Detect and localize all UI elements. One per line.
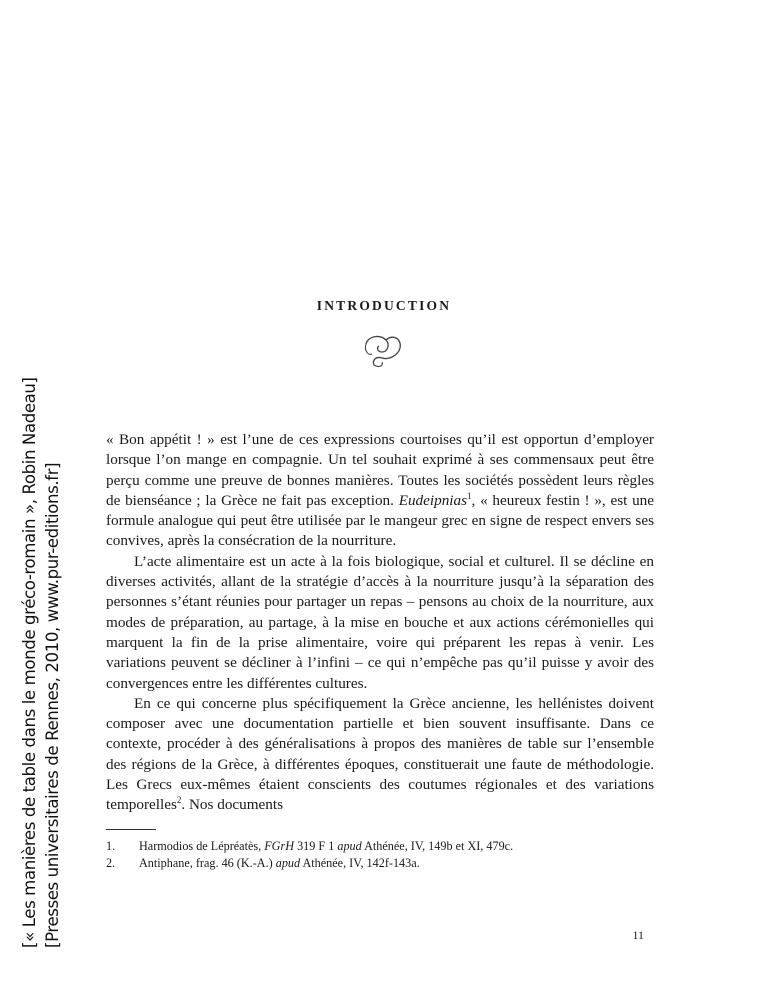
- paragraph-2: L’acte alimentaire est un acte à la fois biologique, social et culturel. Il se décline en diverses activités, allant de la stratégie d’accès à la nourriture jusqu’à la séparation des personnes s’étant réunies pour partager un repas – pensons au choix de la nourriture, aux modes de préparation, au partage, à la mise en bouche et aux actions cérémonielles qui marquent la fin de la prise alimentaire, voire qui préparent les repas à venir. Les variations peuvent se décliner à l’infini – ce qui n’empêche pas qu’il puisse y avoir des convergences entre les différentes cultures.: [106, 552, 654, 692]
- copyright-side-note: [4, 377, 78, 948]
- fleuron-ornament-icon: [358, 330, 406, 370]
- footnotes: [106, 838, 654, 872]
- paragraph-3: En ce qui concerne plus spécifiquement la Grèce ancienne, les hellénistes doivent composer avec une documentation partielle et bien souvent insuffisante. Dans ce contexte, procéder à des généralisations à propos des manières de table sur l’ensemble des régions de la Grèce, à différentes époques, constituerait une faute de méthodologie. Les Grecs eux-mêmes étaient conscients des coutumes régionales et des variations temporelles$^2$. Nos documents: [106, 694, 654, 814]
- footnote-item: 2. Antiphane, frag. 46 (K.-A.) apud Athénée, IV, 142f-143a.: [106, 856, 420, 870]
- side-note-line-2: [Presses universitaires de Rennes, 2010, www.pur-editions.fr]: [43, 462, 62, 948]
- greek-term: Eudeipnias: [398, 491, 468, 509]
- chapter-title: INTRODUCTION: [316, 298, 452, 313]
- footnote-divider: [106, 829, 156, 830]
- page-number: 11: [632, 928, 644, 942]
- body-text: [106, 430, 654, 816]
- footnote-ref-1[interactable]: 1: [467, 490, 472, 501]
- side-note-line-1: [« Les manières de table dans le monde gréco-romain », Robin Nadeau]: [20, 377, 39, 948]
- footnote-ref-2[interactable]: 2: [176, 795, 182, 806]
- paragraph-1: « Bon appétit ! » est l’une de ces expressions courtoises qu’il est opportun d’employer lorsque l’on mange en compagnie. Un tel souhait exprimé à ses commensaux peut être perçu comme une preuve de bonnes manières. Toutes les sociétés possèdent leurs règles de bienséance ; la Grèce ne fait pas exception. Eudeipnias$^1$, « heureux festin ! », est une formule analogue qui peut être utilisée par le mangeur grec en signe de respect envers ses convives, après la consécration de la nourriture.: [106, 431, 655, 550]
- footnote-item: 1. Harmodios de Lépréatès, FGrH 319 F 1 apud Athénée, IV, 149b et XI, 479c.: [106, 839, 514, 853]
